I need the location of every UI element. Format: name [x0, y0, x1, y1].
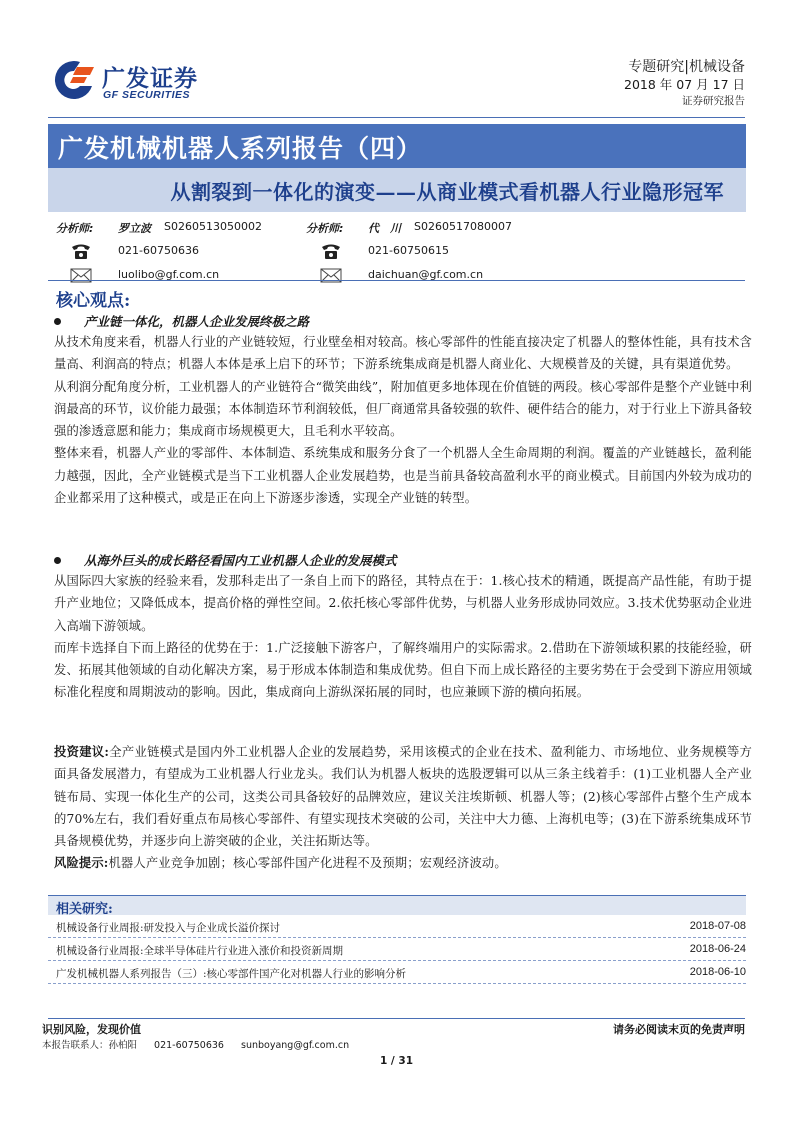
- risk-warning: 风险提示:机器人产业竞争加剧；核心零部件国产化进程不及预期；宏观经济波动。: [54, 855, 507, 871]
- related-item-date: 2018-06-10: [689, 966, 746, 978]
- contact-phone: 021-60750636: [154, 1040, 224, 1051]
- related-item-title: 机械设备行业周报:研发投入与企业成长溢价探讨: [56, 922, 281, 934]
- related-item-title: 机械设备行业周报:全球半导体硅片行业进入涨价和投资新周期: [56, 945, 344, 957]
- page-number: 1 / 31: [379, 1055, 414, 1067]
- subtitle-banner: [48, 168, 746, 212]
- related-item[interactable]: [48, 961, 746, 984]
- analyst-phone: 021-60750615: [368, 244, 449, 257]
- paragraph: 整体来看，机器人产业的零部件、本体制造、系统集成和服务分食了一个机器人全生命周期的利润。覆盖的产业链越长，盈利能力越强，因此，全产业链模式是当下工业机器人企业发展趋势，也是当前具备较高盈利水平的商业模式。目前国内外较为成功的企业都采用了这种模式，或是正在向上下游逐步渗透，实现全产业链的转型。: [54, 446, 752, 506]
- bullet-heading-1: 产业链一体化，机器人企业发展终极之路: [54, 311, 752, 331]
- header-divider: [48, 117, 745, 118]
- paragraph: 从技术角度来看，机器人行业的产业链较短，行业壁垒相对较高。核心零部件的性能直接决定了机器人的整体性能，具有技术含量高、利润高的特点；机器人本体是承上启下的环节；下游系统集成商是机器人商业化、大规模普及的关键，具有渠道优势。: [54, 335, 752, 372]
- investment-advice: 投资建议:全产业链模式是国内外工业机器人企业的发展趋势，采用该模式的企业在技术、盈利能力、市场地位、业务规模等方面具备发展潜力，有望成为工业机器人行业龙头。我们认为机器人板块的选股逻辑可以从三条主线着手：(1)工业机器人全产业链布局、实现一体化生产的公司，这类公司具备较好的品牌效应，建议关注埃斯顿、机器人等；(2)核心零部件占整个生产成本的70%左右，我们看好重点布局核心零部件、有望实现技术突破的公司，关注中大力德、上海机电等；(3)在下游系统集成环节具备规模优势，并逐步向上游突破的企业，关注拓斯达等。: [54, 744, 753, 849]
- analyst-block-2: [306, 216, 566, 288]
- phone-icon: [320, 242, 342, 260]
- section-1: [54, 311, 752, 509]
- contact-email[interactable]: sunboyang@gf.com.cn: [241, 1040, 350, 1051]
- analyst-block-1: [56, 216, 316, 288]
- analyst-cert: S0260517080007: [414, 220, 512, 233]
- report-title: 广发机械机器人系列报告（四）: [58, 134, 423, 163]
- report-category: 专题研究|机械设备: [628, 59, 745, 75]
- report-date: 2018 年 07 月 17 日: [624, 77, 745, 92]
- related-item[interactable]: [48, 915, 746, 938]
- analyst-cert: S0260513050002: [164, 220, 262, 233]
- related-research: [48, 895, 746, 984]
- analyst-phone: 021-60750636: [118, 244, 199, 257]
- logo-text-cn: 广发证券: [102, 66, 198, 92]
- footer-contact: [42, 1037, 363, 1051]
- related-item-date: 2018-06-24: [689, 943, 746, 955]
- analyst-name: 代 川: [368, 222, 401, 235]
- logo-text-en: GF SECURITIES: [103, 89, 191, 101]
- analyst-label: 分析师:: [56, 222, 94, 235]
- mail-icon: [70, 266, 92, 284]
- related-item-date: 2018-07-08: [689, 920, 746, 932]
- report-subtitle: 从割裂到一体化的演变——从商业模式看机器人行业隐形冠军: [170, 180, 724, 204]
- gf-logo: [50, 58, 210, 106]
- section-2: [54, 550, 752, 704]
- invest-label: 投资建议:: [54, 744, 110, 759]
- footer-divider: [48, 1018, 745, 1019]
- paragraph: 而库卡选择自下而上路径的优势在于：1.广泛接触下游客户，了解终端用户的实际需求。2.借助在下游领域积累的技能经验，研发、拓展其他领域的自动化解决方案，易于形成本体制造和集成优势。但自下而上成长路径的主要劣势在于会受到下游应用领域标准化程度和周期波动的影响。因此，集成商向上游纵深拓展的同时，也应兼顾下游的横向拓展。: [54, 640, 752, 700]
- analyst-divider: [48, 280, 745, 281]
- title-banner: [48, 124, 746, 168]
- analyst-label: 分析师:: [306, 222, 344, 235]
- bullet-heading-2: 从海外巨头的成长路径看国内工业机器人企业的发展模式: [54, 550, 752, 570]
- mail-icon: [320, 266, 342, 284]
- related-item[interactable]: [48, 938, 746, 961]
- bullet-icon: [54, 318, 61, 325]
- paragraph: 从利润分配角度分析，工业机器人的产业链符合“微笑曲线”，附加值更多地体现在价值链的两段。核心零部件是整个产业链中利润最高的环节，议价能力最强；本体制造环节利润较低，但厂商通常具备较强的软件、硬件结合的能力，对于行业上下游具备较强的渗透意愿和能力；集成商市场规模更大，且毛利水平较高。: [54, 379, 752, 439]
- footer-slogan: 识别风险，发现价值: [42, 1023, 141, 1036]
- phone-icon: [70, 242, 92, 260]
- report-type: 证券研究报告: [682, 95, 745, 107]
- gf-logo-icon: [50, 58, 96, 104]
- bullet-icon: [54, 557, 61, 564]
- analyst-name: 罗立波: [118, 222, 151, 235]
- section-invest: [54, 741, 752, 875]
- risk-label: 风险提示:: [54, 855, 109, 871]
- header-meta: [624, 58, 745, 108]
- paragraph: 从国际四大家族的经验来看，发那科走出了一条自上而下的路径，其特点在于：1.核心技术的精通，既提高产品性能，有助于提升产业地位；又降低成本，提高价格的弹性空间。2.依托核心零部件优势，与机器人业务形成协同效应。3.技术优势驱动企业进入高端下游领域。: [54, 574, 752, 633]
- core-viewpoint-heading: 核心观点:: [56, 291, 131, 311]
- related-item-title: 广发机械机器人系列报告（三）:核心零部件国产化对机器人行业的影响分析: [56, 968, 407, 980]
- footer-disclaimer-link[interactable]: 请务必阅读末页的免责声明: [613, 1023, 745, 1036]
- analyst-email[interactable]: luolibo@gf.com.cn: [118, 268, 220, 281]
- related-research-heading: 相关研究:: [48, 895, 746, 915]
- contact-label: 本报告联系人：孙柏阳: [42, 1040, 138, 1051]
- analyst-email[interactable]: daichuan@gf.com.cn: [368, 268, 484, 281]
